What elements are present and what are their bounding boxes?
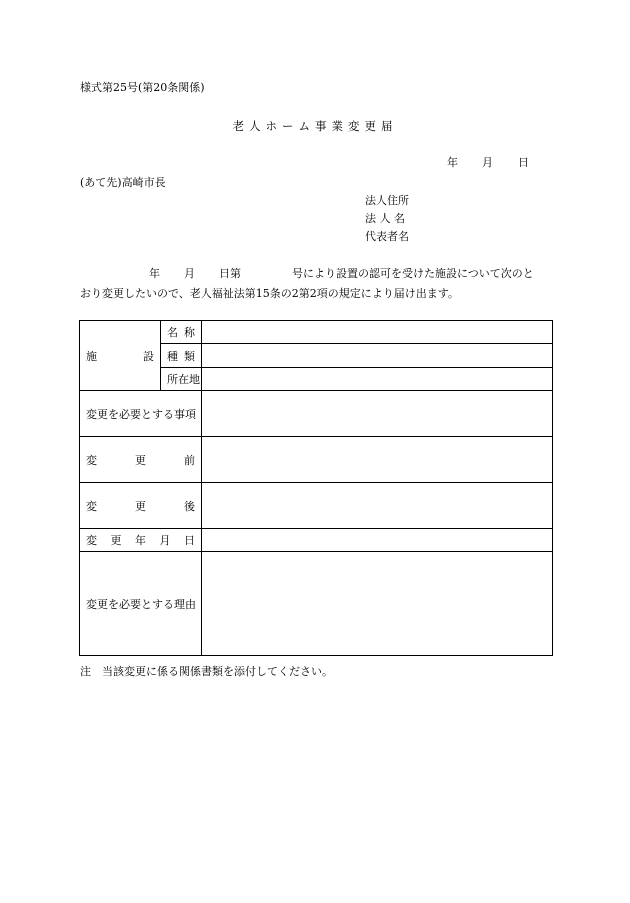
- after-change-label-cell: [80, 483, 202, 529]
- addressee: (あて先)高崎市長: [80, 176, 166, 189]
- facility-location-label-cell: [161, 368, 202, 391]
- change-date-label-cell: [80, 529, 202, 552]
- document-title: 老人ホーム事業変更届: [232, 119, 398, 133]
- facility-type-input-cell[interactable]: [202, 344, 553, 368]
- after-change-label: 変 更 後: [86, 499, 195, 513]
- change-reason-label-cell: [80, 552, 202, 656]
- change-notification-table: [79, 320, 553, 656]
- date-day-label: 日: [518, 156, 529, 169]
- date-year-label: 年: [447, 156, 458, 169]
- change-items-label: 変 更 を 必 要 と す る 事 項: [86, 407, 196, 421]
- change-date-label: 変 更 年 月 日: [86, 534, 195, 547]
- before-change-label: 変 更 前: [86, 453, 195, 467]
- facility-location-label: 所 在 地: [167, 373, 200, 386]
- facility-name-label-cell: [161, 321, 202, 344]
- change-date-input-cell[interactable]: [202, 529, 553, 552]
- change-reason-label: 変 更 を 必 要 と す る 理 由: [86, 597, 196, 611]
- facility-label-cell: [80, 321, 161, 391]
- body-line1-text: 号により設置の認可を受けた施設について次のと: [292, 267, 534, 280]
- facility-location-input-cell[interactable]: [202, 368, 553, 391]
- corporation-name-label: 法 人 名: [365, 212, 405, 225]
- change-reason-input-cell[interactable]: [202, 552, 553, 656]
- body-day-number-label: 日第: [219, 267, 241, 280]
- form-number: 様式第25号(第20条関係): [80, 81, 205, 94]
- facility-label: 施 設: [86, 349, 154, 363]
- attachment-note: 注 当該変更に係る関係書類を添付してください。: [80, 665, 333, 678]
- representative-name-label: 代表者名: [365, 230, 409, 243]
- body-year-label: 年: [149, 267, 160, 280]
- facility-type-label: 種 類: [167, 349, 195, 363]
- facility-type-label-cell: [161, 344, 202, 368]
- body-month-label: 月: [184, 267, 195, 280]
- before-change-label-cell: [80, 437, 202, 483]
- after-change-input-cell[interactable]: [202, 483, 553, 529]
- before-change-input-cell[interactable]: [202, 437, 553, 483]
- corporation-address-label: 法人住所: [365, 194, 409, 207]
- change-items-input-cell[interactable]: [202, 391, 553, 437]
- change-items-label-cell: [80, 391, 202, 437]
- date-month-label: 月: [482, 156, 493, 169]
- facility-name-label: 名 称: [167, 326, 195, 339]
- facility-name-input-cell[interactable]: [202, 321, 553, 344]
- body-line2-text: おり変更したいので、老人福祉法第15条の2第2項の規定により届け出ます。: [80, 287, 459, 300]
